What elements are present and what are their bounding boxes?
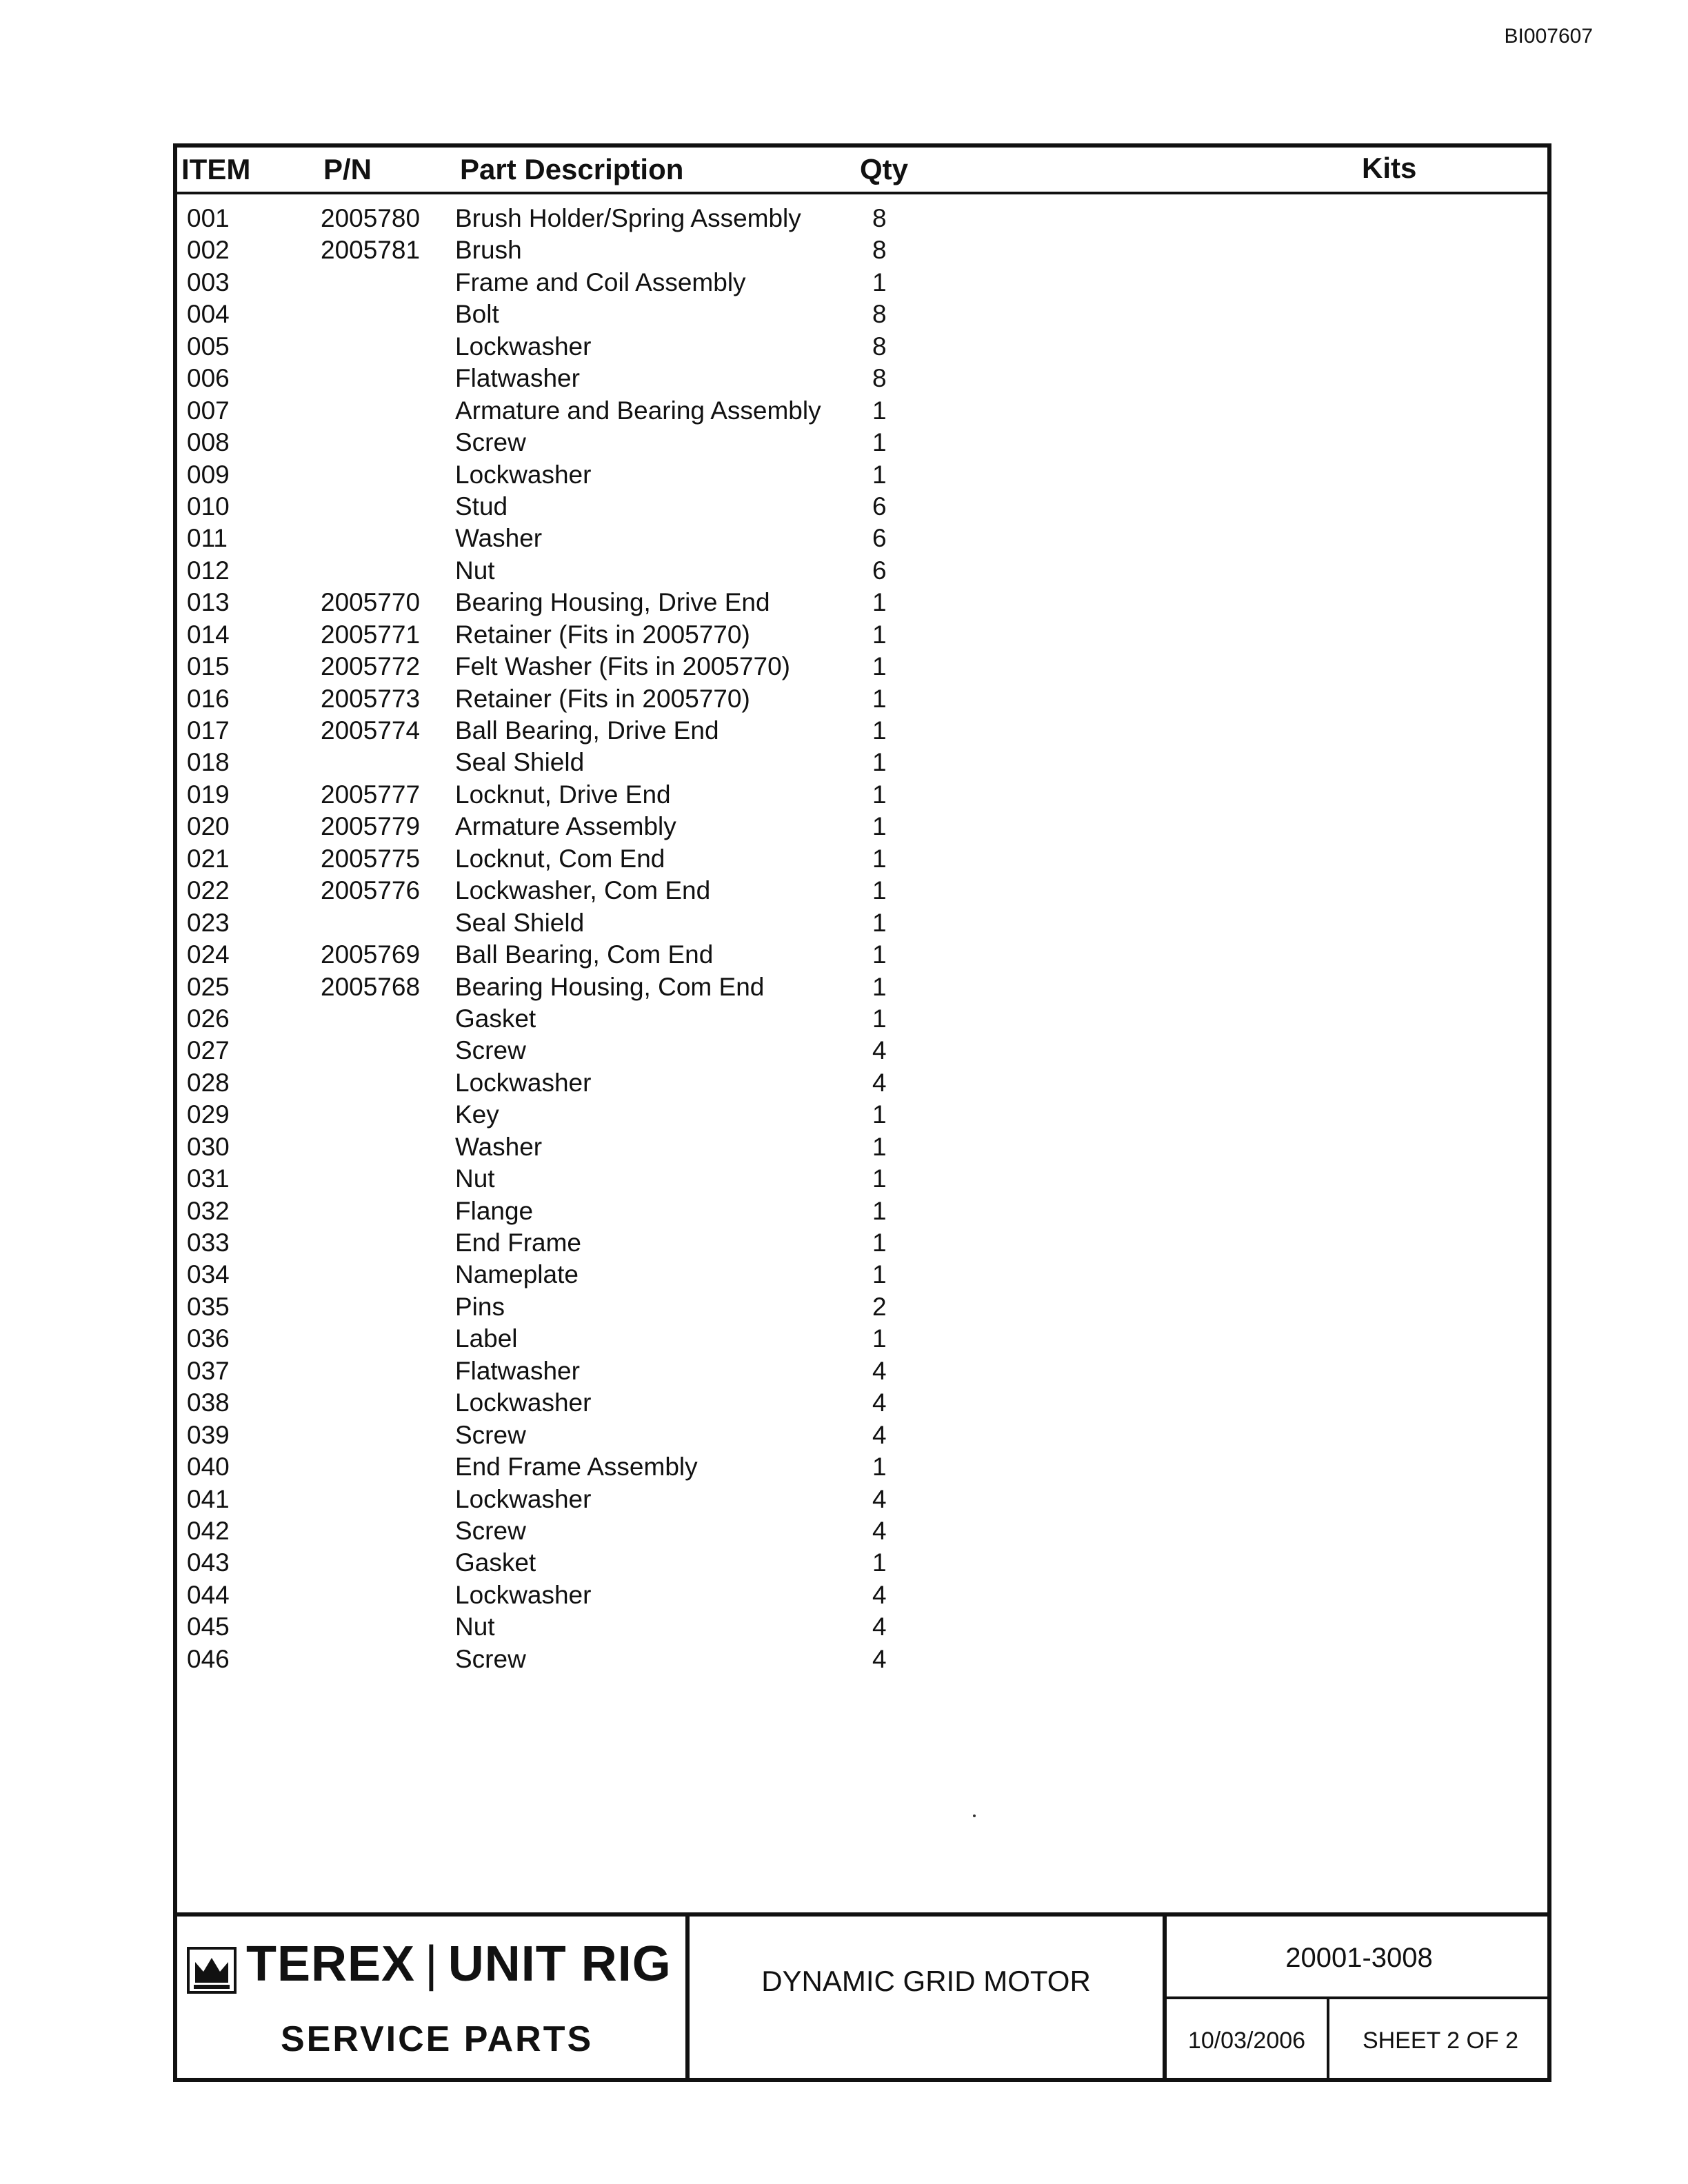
quantity: 1	[872, 1100, 887, 1129]
item-number: 001	[187, 204, 230, 232]
item-number: 017	[187, 716, 230, 745]
table-row	[177, 971, 1547, 1003]
quantity: 8	[872, 300, 887, 329]
item-number: 020	[187, 812, 230, 841]
table-row	[177, 779, 1547, 811]
table-row	[177, 715, 1547, 747]
item-number: 014	[187, 620, 230, 649]
item-number: 011	[187, 524, 228, 553]
table-row	[177, 683, 1547, 715]
item-number: 002	[187, 236, 230, 265]
quantity: 8	[872, 236, 887, 265]
part-description: Armature and Bearing Assembly	[455, 396, 821, 425]
company-logo-block	[177, 1917, 690, 2082]
part-description: Pins	[455, 1292, 505, 1321]
item-number: 019	[187, 780, 230, 809]
table-row	[177, 395, 1547, 427]
part-description: Retainer (Fits in 2005770)	[455, 684, 750, 713]
item-number: 025	[187, 972, 230, 1001]
part-description: Lockwasher	[455, 1068, 592, 1097]
quantity: 1	[872, 428, 887, 457]
part-description: Nut	[455, 1164, 495, 1193]
part-number: 2005780	[321, 204, 421, 232]
quantity: 6	[872, 492, 887, 520]
quantity: 8	[872, 204, 887, 232]
quantity: 8	[872, 364, 887, 393]
part-description: Label	[455, 1324, 518, 1353]
item-number: 036	[187, 1324, 230, 1353]
item-number: 007	[187, 396, 230, 425]
item-number: 026	[187, 1004, 230, 1033]
quantity: 1	[872, 684, 887, 713]
table-row	[177, 331, 1547, 363]
part-description: Seal Shield	[455, 908, 585, 937]
part-description: Lockwasher	[455, 1484, 592, 1513]
part-number: 2005774	[321, 716, 421, 745]
table-row	[177, 1387, 1547, 1419]
table-row	[177, 1163, 1547, 1195]
item-number: 013	[187, 588, 230, 617]
item-number: 018	[187, 748, 230, 777]
quantity: 1	[872, 620, 887, 649]
part-number: 2005771	[321, 620, 421, 649]
table-row	[177, 555, 1547, 587]
table-row	[177, 267, 1547, 299]
part-number: 2005779	[321, 812, 421, 841]
item-number: 023	[187, 908, 230, 937]
item-number: 034	[187, 1260, 230, 1289]
part-description: Stud	[455, 492, 508, 520]
part-description: Gasket	[455, 1004, 536, 1033]
part-description: Screw	[455, 428, 526, 457]
part-description: Lockwasher	[455, 1580, 592, 1609]
brand-unit-rig: UNIT RIG	[448, 1937, 672, 1992]
item-number: 045	[187, 1612, 230, 1641]
quantity: 1	[872, 844, 887, 873]
part-description: Locknut, Drive End	[455, 780, 671, 809]
part-description: Lockwasher	[455, 332, 592, 361]
service-parts-label: SERVICE PARTS	[281, 2019, 594, 2059]
item-number: 012	[187, 556, 230, 585]
table-row	[177, 1227, 1547, 1259]
quantity: 8	[872, 332, 887, 361]
part-description: Flatwasher	[455, 364, 580, 393]
part-description: Screw	[455, 1036, 526, 1065]
table-row	[177, 747, 1547, 778]
part-description: Locknut, Com End	[455, 844, 665, 873]
quantity: 1	[872, 1004, 887, 1033]
brand-terex: TEREX	[246, 1937, 416, 1992]
item-number: 015	[187, 652, 230, 681]
table-row	[177, 1259, 1547, 1291]
part-description: Brush	[455, 236, 522, 265]
part-description: Flatwasher	[455, 1356, 580, 1385]
table-row	[177, 427, 1547, 458]
quantity: 1	[872, 588, 887, 617]
part-description: Key	[455, 1100, 499, 1129]
table-row	[177, 203, 1547, 234]
part-number: 2005777	[321, 780, 421, 809]
item-number: 028	[187, 1068, 230, 1097]
table-row	[177, 299, 1547, 330]
part-description: Bearing Housing, Drive End	[455, 588, 770, 617]
parts-list-frame	[173, 143, 1551, 2082]
quantity: 1	[872, 716, 887, 745]
table-row	[177, 1611, 1547, 1643]
quantity: 4	[872, 1036, 887, 1065]
part-number: 2005773	[321, 684, 421, 713]
table-row	[177, 1067, 1547, 1099]
item-number: 027	[187, 1036, 230, 1065]
table-row	[177, 1195, 1547, 1227]
sheet-number: SHEET 2 OF 2	[1362, 2028, 1519, 2054]
item-number: 046	[187, 1644, 230, 1673]
table-row	[177, 811, 1547, 842]
quantity: 2	[872, 1292, 887, 1321]
quantity: 1	[872, 1548, 887, 1577]
quantity: 1	[872, 812, 887, 841]
part-description: Bearing Housing, Com End	[455, 972, 765, 1001]
header-item: ITEM	[181, 153, 251, 185]
quantity: 1	[872, 1453, 887, 1482]
part-description: Seal Shield	[455, 748, 585, 777]
quantity: 4	[872, 1580, 887, 1609]
part-description: Bolt	[455, 300, 499, 329]
table-row	[177, 1003, 1547, 1035]
quantity: 6	[872, 556, 887, 585]
quantity: 1	[872, 972, 887, 1001]
quantity: 1	[872, 396, 887, 425]
item-number: 040	[187, 1453, 230, 1482]
item-number: 033	[187, 1228, 230, 1257]
item-number: 041	[187, 1484, 230, 1513]
header-qty: Qty	[860, 153, 909, 185]
table-row	[177, 587, 1547, 618]
item-number: 032	[187, 1196, 230, 1225]
quantity: 4	[872, 1644, 887, 1673]
part-description: Frame and Coil Assembly	[455, 267, 746, 296]
quantity: 1	[872, 940, 887, 969]
brand-separator: |	[425, 1937, 439, 1992]
table-row	[177, 1035, 1547, 1066]
part-number: 2005772	[321, 652, 421, 681]
quantity: 6	[872, 524, 887, 553]
header-kits: Kits	[1362, 152, 1417, 184]
item-number: 004	[187, 300, 230, 329]
quantity: 4	[872, 1612, 887, 1641]
quantity: 1	[872, 1132, 887, 1161]
quantity: 1	[872, 908, 887, 937]
drawing-date: 10/03/2006	[1167, 1999, 1329, 2082]
quantity: 4	[872, 1484, 887, 1513]
table-row	[177, 1099, 1547, 1131]
drawing-title: DYNAMIC GRID MOTOR	[761, 1965, 1091, 1997]
parts-table-body	[177, 203, 1547, 1675]
quantity: 1	[872, 1324, 887, 1353]
drawing-number: 20001-3008	[1167, 1917, 1551, 1999]
item-number: 005	[187, 332, 230, 361]
quantity: 4	[872, 1068, 887, 1097]
brand-name	[246, 1936, 672, 1992]
item-number: 003	[187, 267, 230, 296]
item-number: 006	[187, 364, 230, 393]
table-row	[177, 651, 1547, 682]
table-row	[177, 1547, 1547, 1579]
part-number: 2005768	[321, 972, 421, 1001]
part-description: Retainer (Fits in 2005770)	[455, 620, 750, 649]
part-description: Washer	[455, 1132, 543, 1161]
part-description: Nut	[455, 556, 495, 585]
table-row	[177, 1291, 1547, 1323]
quantity: 4	[872, 1420, 887, 1449]
header-part-description: Part Description	[460, 153, 684, 185]
table-row	[177, 939, 1547, 971]
item-number: 009	[187, 460, 230, 489]
part-description: Screw	[455, 1516, 526, 1545]
part-description: Felt Washer (Fits in 2005770)	[455, 652, 790, 681]
item-number: 044	[187, 1580, 230, 1609]
drawing-info-cell	[1167, 1917, 1551, 2082]
item-number: 024	[187, 940, 230, 969]
part-description: End Frame Assembly	[455, 1453, 698, 1482]
table-row	[177, 491, 1547, 523]
item-number: 037	[187, 1356, 230, 1385]
quantity: 1	[872, 460, 887, 489]
table-row	[177, 1355, 1547, 1387]
part-description: Washer	[455, 524, 543, 553]
table-row	[177, 1579, 1547, 1611]
part-description: Nut	[455, 1612, 495, 1641]
scan-speck	[973, 1814, 976, 1817]
item-number: 029	[187, 1100, 230, 1129]
quantity: 1	[872, 876, 887, 905]
item-number: 031	[187, 1164, 230, 1193]
table-row	[177, 459, 1547, 491]
part-number: 2005775	[321, 844, 421, 873]
header-part-number: P/N	[323, 153, 372, 185]
item-number: 021	[187, 844, 230, 873]
item-number: 008	[187, 428, 230, 457]
table-row	[177, 523, 1547, 554]
item-number: 043	[187, 1548, 230, 1577]
table-row	[177, 619, 1547, 651]
table-row	[177, 907, 1547, 939]
title-block	[177, 1912, 1547, 2082]
quantity: 4	[872, 1388, 887, 1417]
part-number: 2005781	[321, 236, 421, 265]
item-number: 038	[187, 1388, 230, 1417]
part-description: Flange	[455, 1196, 534, 1225]
part-description: Screw	[455, 1420, 526, 1449]
table-row	[177, 363, 1547, 394]
part-description: Lockwasher, Com End	[455, 876, 711, 905]
quantity: 4	[872, 1356, 887, 1385]
part-description: Ball Bearing, Drive End	[455, 716, 719, 745]
terex-crown-icon	[187, 1947, 237, 1994]
part-description: Nameplate	[455, 1260, 579, 1289]
drawing-title-cell	[690, 1917, 1167, 2082]
part-number: 2005769	[321, 940, 421, 969]
table-row	[177, 1451, 1547, 1483]
quantity: 1	[872, 267, 887, 296]
table-row	[177, 1131, 1547, 1163]
part-description: Lockwasher	[455, 1388, 592, 1417]
part-description: Gasket	[455, 1548, 536, 1577]
quantity: 1	[872, 1228, 887, 1257]
table-header	[177, 148, 1547, 194]
quantity: 1	[872, 1196, 887, 1225]
item-number: 039	[187, 1420, 230, 1449]
table-row	[177, 843, 1547, 875]
item-number: 010	[187, 492, 230, 520]
part-description: Screw	[455, 1644, 526, 1673]
table-row	[177, 234, 1547, 266]
table-row	[177, 1323, 1547, 1355]
quantity: 4	[872, 1516, 887, 1545]
item-number: 042	[187, 1516, 230, 1545]
part-description: Brush Holder/Spring Assembly	[455, 204, 801, 232]
item-number: 030	[187, 1132, 230, 1161]
part-description: Armature Assembly	[455, 812, 676, 841]
table-row	[177, 875, 1547, 907]
item-number: 022	[187, 876, 230, 905]
part-description: Lockwasher	[455, 460, 592, 489]
table-row	[177, 1644, 1547, 1675]
document-id: BI007607	[1504, 25, 1593, 48]
table-row	[177, 1419, 1547, 1451]
quantity: 1	[872, 780, 887, 809]
table-row	[177, 1484, 1547, 1515]
quantity: 1	[872, 652, 887, 681]
quantity: 1	[872, 1164, 887, 1193]
part-number: 2005776	[321, 876, 421, 905]
item-number: 016	[187, 684, 230, 713]
item-number: 035	[187, 1292, 230, 1321]
part-description: Ball Bearing, Com End	[455, 940, 714, 969]
part-number: 2005770	[321, 588, 421, 617]
table-row	[177, 1515, 1547, 1547]
quantity: 1	[872, 748, 887, 777]
quantity: 1	[872, 1260, 887, 1289]
part-description: End Frame	[455, 1228, 582, 1257]
